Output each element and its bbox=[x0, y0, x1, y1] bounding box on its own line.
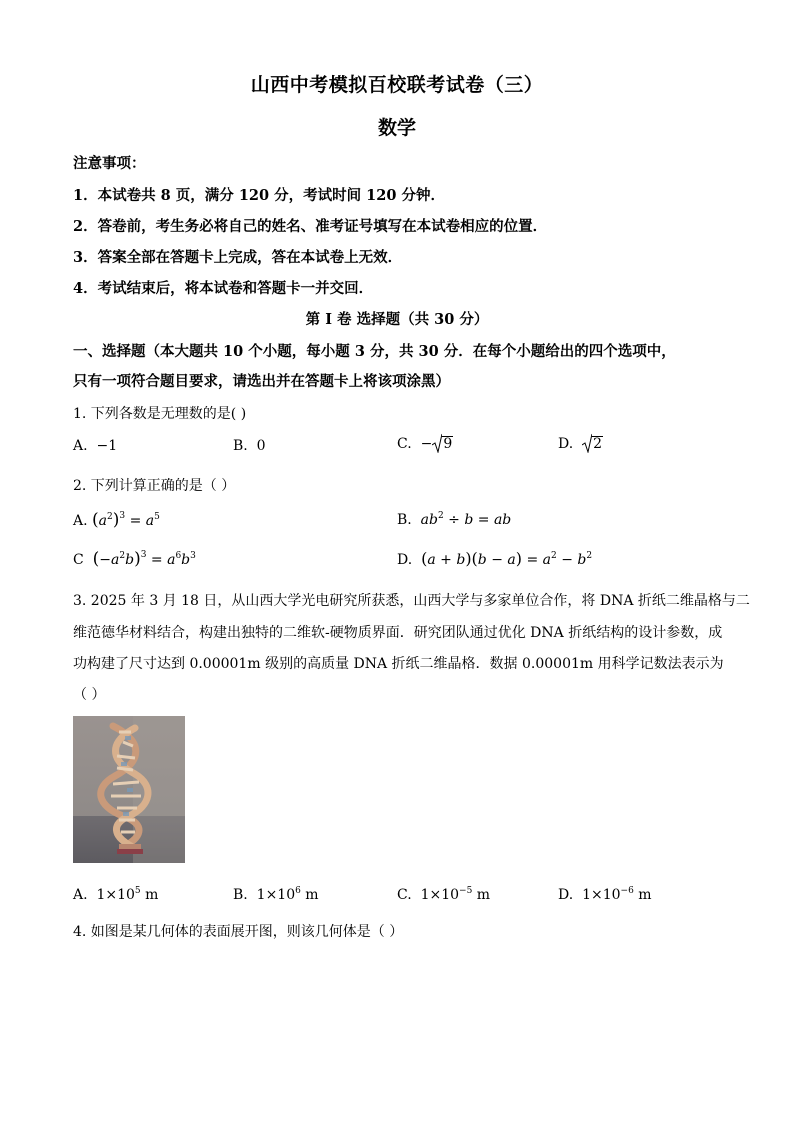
section-instruction: 只有一项符合题目要求，请选出并在答题卡上将该项涂黑） bbox=[73, 373, 450, 390]
section-instruction: 一、选择题（本大题共 10 个小题，每小题 3 分，共 30 分．在每个小题给出的四个选项中， bbox=[73, 343, 676, 360]
q1-option-a: A. −1 bbox=[73, 438, 118, 454]
q1-option-b: B. 0 bbox=[233, 438, 266, 454]
question-3-stem-line: 功构建了尺寸达到 0.00001m 级别的高质量 DNA 折纸二维晶格．数据 0.00001m 用科学记数法表示为 bbox=[73, 656, 724, 672]
question-3-stem-line: （ ） bbox=[73, 687, 106, 703]
sqrt-symbol: 9 bbox=[432, 436, 453, 452]
question-3-stem-line: 3. 2025 年 3 月 18 日，从山西大学光电研究所获悉，山西大学与多家单位合作，将 DNA 折纸二维晶格与二 bbox=[73, 593, 750, 609]
question-2-stem: 2. 下列计算正确的是（ ） bbox=[73, 478, 236, 494]
q2-option-d: D. $(a + b)(b - a) = a^2 - b^2$ bbox=[397, 549, 593, 568]
notice-item: 2．答卷前，考生务必将自己的姓名、准考证号填写在本试卷相应的位置． bbox=[73, 218, 548, 235]
notice-item: 1．本试卷共 8 页，满分 120 分，考试时间 120 分钟． bbox=[73, 187, 445, 204]
exam-title: 山西中考模拟百校联考试卷（三） bbox=[250, 74, 544, 96]
q1-option-d: D. 2 bbox=[558, 436, 603, 452]
q3-option-a: A. $1\times 10^5$ m bbox=[73, 886, 159, 903]
question-4-stem: 4. 如图是某几何体的表面展开图，则该几何体是（ ） bbox=[73, 924, 404, 940]
notice-item: 4．考试结束后，将本试卷和答题卡一并交回． bbox=[73, 280, 374, 297]
question-1-stem: 1. 下列各数是无理数的是( ) bbox=[73, 406, 247, 422]
q2-option-c: C $(-a^2b)^3 = a^6b^3$ bbox=[73, 549, 196, 569]
question-3-stem-line: 维范德华材料结合，构建出独特的二维软-硬物质界面．研究团队通过优化 DNA 折纸结构的设计参数，成 bbox=[73, 625, 723, 641]
q3-option-c: C. $1\times 10^{-5}$ m bbox=[397, 886, 491, 903]
subject-title: 数学 bbox=[377, 117, 416, 139]
q2-option-a: A. $(a^2)^3 = a^5$ bbox=[73, 510, 160, 530]
q3-option-b: B. $1\times 10^6$ m bbox=[233, 886, 319, 903]
notice-heading: 注意事项： bbox=[73, 155, 146, 172]
q3-option-d: D. $1\times 10^{-6}$ m bbox=[558, 886, 652, 903]
q2-option-b: B. $ab^2 \div b$ = ab bbox=[397, 511, 512, 528]
sqrt-symbol: 2 bbox=[582, 436, 603, 452]
notice-item: 3．答案全部在答题卡上完成，答在本试卷上无效． bbox=[73, 249, 403, 266]
q1-option-c: C. − 9 bbox=[397, 436, 453, 452]
dna-model-photo bbox=[73, 716, 185, 863]
section-title: 第 I 卷 选择题（共 30 分） bbox=[305, 311, 489, 328]
